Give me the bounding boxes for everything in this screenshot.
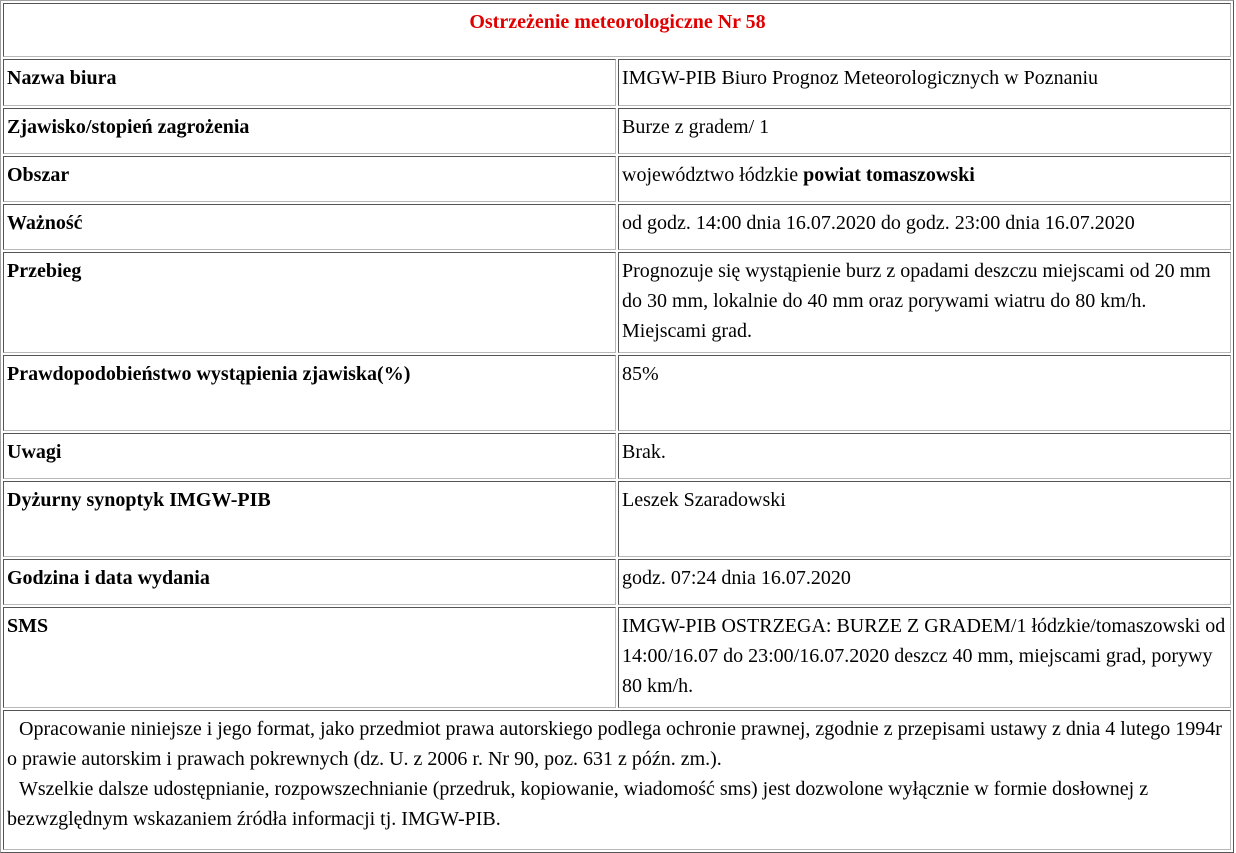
remarks-value: Brak. bbox=[618, 433, 1231, 479]
table-row bbox=[3, 108, 1231, 154]
remarks-label: Uwagi bbox=[3, 433, 616, 479]
sms-value: IMGW-PIB OSTRZEGA: BURZE Z GRADEM/1 łódzkie/tomaszowski od 14:00/16.07 do 23:00/16.07.2020 deszcz 40 mm, miejscami grad, porywy 80 km/h. bbox=[618, 607, 1231, 708]
course-value: Prognozuje się wystąpienie burz z opadami deszczu miejscami od 20 mm do 30 mm, lokalnie do 40 mm oraz porywami wiatru do 80 km/h. Miejscami grad. bbox=[618, 252, 1231, 353]
footer-row bbox=[3, 710, 1231, 850]
table-row bbox=[3, 355, 1231, 431]
table-row bbox=[3, 252, 1231, 353]
distribution-paragraph: Wszelkie dalsze udostępnianie, rozpowszechnianie (przedruk, kopiowanie, wiadomość sms) jest dozwolone wyłącznie w formie dosłownej z bezwzględnym wskazaniem źródła informacji tj. IMGW-PIB. bbox=[7, 778, 1149, 830]
issue-time-label: Godzina i data wydania bbox=[3, 559, 616, 605]
probability-value: 85% bbox=[618, 355, 1231, 431]
validity-label: Ważność bbox=[3, 204, 616, 250]
area-label: Obszar bbox=[3, 156, 616, 202]
table-row bbox=[3, 59, 1231, 106]
office-name-value: IMGW-PIB Biuro Prognoz Meteorologicznych w Poznaniu bbox=[618, 59, 1231, 106]
validity-value: od godz. 14:00 dnia 16.07.2020 do godz. 23:00 dnia 16.07.2020 bbox=[618, 204, 1231, 250]
forecaster-label: Dyżurny synoptyk IMGW-PIB bbox=[3, 481, 616, 557]
forecaster-value: Leszek Szaradowski bbox=[618, 481, 1231, 557]
sms-label: SMS bbox=[3, 607, 616, 708]
phenomenon-label: Zjawisko/stopień zagrożenia bbox=[3, 108, 616, 154]
copyright-notice bbox=[3, 710, 1231, 850]
table-row bbox=[3, 559, 1231, 605]
table-row bbox=[3, 156, 1231, 202]
probability-label: Prawdopodobieństwo wystąpienia zjawiska(%) bbox=[3, 355, 616, 431]
area-county: powiat tomaszowski bbox=[803, 164, 975, 186]
copyright-paragraph: Opracowanie niniejsze i jego format, jako przedmiot prawa autorskiego podlega ochronie prawnej, zgodnie z przepisami ustawy z dnia 4 lutego 1994r o prawie autorskim i prawach pokrewnych (dz. U. z 2006 r. Nr 90, poz. 631 z późn. zm.). bbox=[7, 718, 1222, 770]
table-row bbox=[3, 204, 1231, 250]
issue-time-value: godz. 07:24 dnia 16.07.2020 bbox=[618, 559, 1231, 605]
area-value bbox=[618, 156, 1231, 202]
phenomenon-value: Burze z gradem/ 1 bbox=[618, 108, 1231, 154]
course-label: Przebieg bbox=[3, 252, 616, 353]
area-voivodeship: województwo łódzkie bbox=[622, 164, 799, 186]
table-row bbox=[3, 481, 1231, 557]
office-name-label: Nazwa biura bbox=[3, 59, 616, 106]
title-row bbox=[3, 3, 1231, 57]
warning-title: Ostrzeżenie meteorologiczne Nr 58 bbox=[3, 3, 1231, 57]
table-row bbox=[3, 607, 1231, 708]
table-row bbox=[3, 433, 1231, 479]
